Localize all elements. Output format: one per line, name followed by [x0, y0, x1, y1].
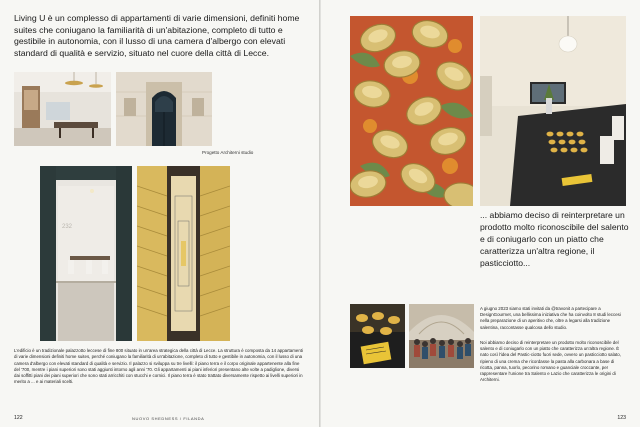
lead-paragraph: Living U è un complesso di appartamenti di varie dimensioni, definiti home suites che coniugano la familiarità di un'abitazione, completo di tutto e gestibile in autonomia, con il lusso di una camera d'albergo con elevati standard di qualità e servizio, situato nel cuore della città di Lecce.: [14, 13, 300, 58]
right-page: [321, 0, 640, 427]
photo-credit: Progetto Architerni studio: [202, 150, 254, 155]
pasticciotti-plate-photo: [350, 304, 405, 368]
svg-text:232: 232: [62, 224, 73, 230]
staircase-photo: [137, 166, 230, 341]
left-body-text: L'edificio è un tradizionale palazzotto leccese di fine 800 situato in un'area strategica della città di Lecce. La struttura è composta da 14 appartamenti di varie dimensioni definiti home suites, perché coniugano la familiarità di un'abitazione, completo di tutto e gestibile in autonomia, con il lusso di una camera d'albergo con elevati standard di qualità e servizio. Il palazzo si sviluppa su tre livelli: il piano terra e il corpo originale appartenente alla fine del '700, mentre i piani superiori sono stati aggiunti intorno agli anni '70. Gli appartamenti ai piani inferiori presentano alte volte a padiglione, diversi dai soffitti piani dei piani superiori che sono stati arricchiti con stucchi e cornici. Il piano terra è stato trattato diversamente rispetto ai livelli superiori in merito a ... e ai materiali scelti.: [14, 348, 303, 385]
event-table-photo: [480, 16, 626, 206]
left-page: [0, 0, 319, 427]
right-body-text-1: A giugno 2023 siamo stati invitati da @travonit a partecipare a DesignGourmet, una bellissima iniziativa che ha coinvolto 8 studi leccesi nella preparazione di un aperitivo che, oltre a legarsi alla tradizione salentina, raccontasse qualcosa dello studio.: [480, 306, 621, 330]
page-number-right: 123: [617, 415, 626, 421]
event-hall-photo: [409, 304, 474, 368]
page-number-left: 122: [14, 415, 23, 421]
right-body-text-2: Noi abbiamo deciso di reinterpretare un prodotto molto riconoscibile del salento e di coniugarlo con un piatto che caratterizza un'altra regione. È nato così l'idea del Pastic-ciotto fuori sede, ovvero un pasticciotto salato, ripieno di una crema che ricordasse la pasta alla carbonara a base di ricotta, panna, tuorlo, pecorino romano e guanciale croccante, per rappresentare l'unione tra Salento e Lazio che caratterizza le origini di Architerni.: [480, 340, 621, 383]
facade-door-photo: [116, 72, 212, 146]
pasticciotti-floral-photo: [350, 16, 473, 206]
dining-corridor-photo: [40, 166, 132, 341]
pull-quote: ... abbiamo deciso di reinterpretare un prodotto molto riconoscibile del salento e di coniugarlo con un piatto che caratterizza un'altra regione, il pasticciotto...: [480, 210, 629, 268]
running-footer: NUOVO SHEDNESS / FILANDA: [132, 416, 205, 421]
kitchen-photo: [14, 72, 111, 146]
